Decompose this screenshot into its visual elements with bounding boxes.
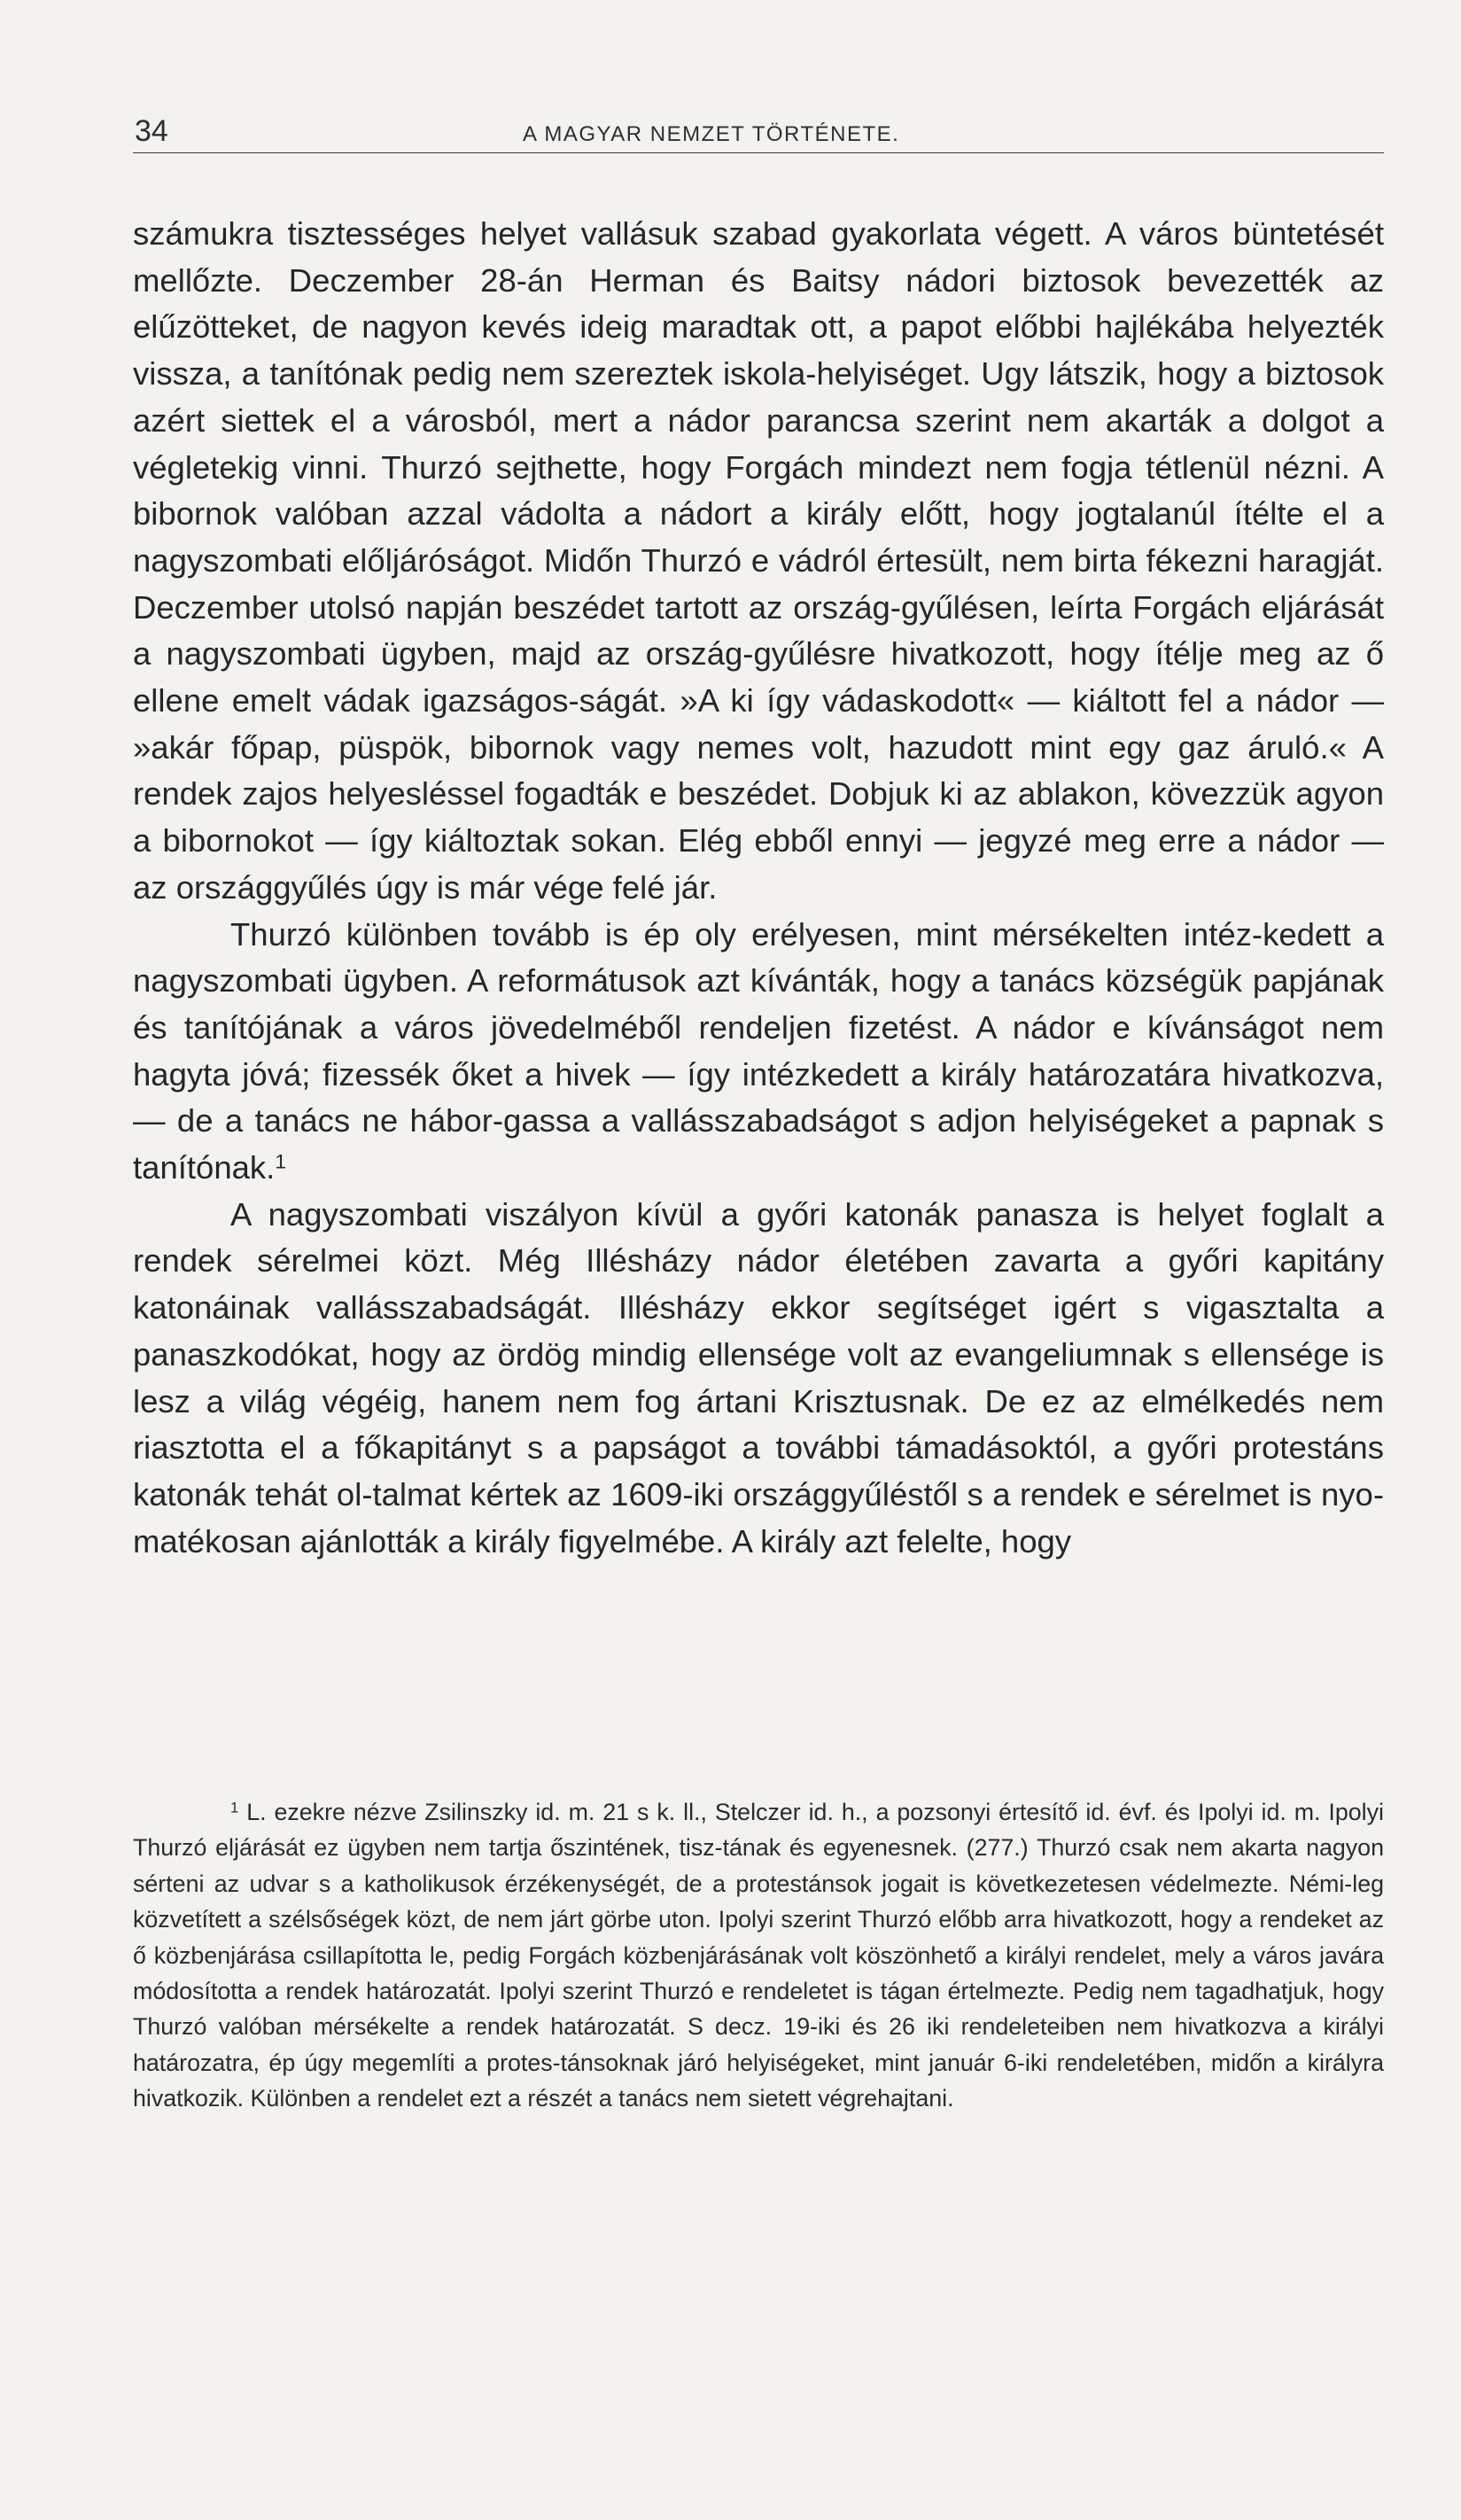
footnotes: [133, 1794, 1384, 2117]
paragraph-1: számukra tisztességes helyet vallásuk szabad gyakorlata végett. A város büntetését mellőzte. Deczember 28-án Herman és Baitsy nádori biztosok bevezették az elűzötteket, de nagyon kevés ideig maradtak ott, a papot előbbi hajlékába helyezték vissza, a tanítónak pedig nem szereztek iskola-helyiséget. Ugy látszik, hogy a biztosok azért siettek el a városból, mert a nádor parancsa szerint nem akarták a dolgot a végletekig vinni. Thurzó sejthette, hogy Forgách mindezt nem fogja tétlenül nézni. A bibornok valóban azzal vádolta a nádort a király előtt, hogy jogtalanúl ítélte el a nagyszombati előljáróságot. Midőn Thurzó e vádról értesült, nem birta fékezni haragját. Deczember utolsó napján beszédet tartott az ország-gyűlésen, leírta Forgách eljárását a nagyszombati ügyben, majd az ország-gyűlésre hivatkozott, hogy ítélje meg az ő ellene emelt vádak igazságos-ságát. »A ki így vádaskodott« — kiáltott fel a nádor — »akár főpap, püspök, bibornok vagy nemes volt, hazudott mint egy gaz áruló.« A rendek zajos helyesléssel fogadták e beszédet. Dobjuk ki az ablakon, kövezzük agyon a bibornokot — így kiáltoztak sokan. Elég ebből ennyi — jegyzé meg erre a nádor — az országgyűlés úgy is már vége felé jár.: [133, 215, 1384, 906]
paragraph-2: [133, 912, 1384, 1192]
footnote-marker: 1: [230, 1799, 239, 1816]
running-title: A MAGYAR NEMZET TÖRTÉNETE.: [523, 122, 900, 146]
footnote-text: L. ezekre nézve Zsilinszky id. m. 21 s k. ll., Stelczer id. h., a pozsonyi értesítő id. évf. és Ipolyi id. m. Ipolyi Thurzó eljárását ez ügyben nem tartja őszintének, tisz-tának és egyenesnek. (277.) Thurzó csak nem akarta nagyon sérteni az udvar s a katholikusok érzékenységét, de a protestánsok jogait is következetesen védelmezte. Némi-leg közvetített a szélsőségek közt, de nem járt görbe uton. Ipolyi szerint Thurzó előbb arra hivatkozott, hogy a rendeket az ő közbenjárása csillapította le, pedig Forgách közbenjárásának volt köszönhető a királyi rendelet, mely a város javára módosította a rendek határozatát. Ipolyi szerint Thurzó e rendeletet is tágan értelmezte. Pedig nem tagadhatjuk, hogy Thurzó valóban mérsékelte a rendek határozatát. S decz. 19-iki és 26 iki rendeleteiben nem hivatkozva a királyi határozatra, ép úgy megemlíti a protes-tánsoknak járó helyiségeket, mint január 6-iki rendeletében, midőn a királyra hivatkozik. Különben a rendelet ezt a részét a tanács nem sietett végrehajtani.: [133, 1799, 1384, 2112]
paragraph-3: A nagyszombati viszályon kívül a győri katonák panasza is helyet foglalt a rendek sérelmei közt. Még Illésházy nádor életében zavarta a győri kapitány katonáinak vallásszabadságát. Illésházy ekkor segítséget igért s vigasztalta a panaszkodókat, hogy az ördög mindig ellensége volt az evangeliumnak s ellensége is lesz a világ végéig, hanem nem fog ártani Krisztusnak. De ez az elmélkedés nem riasztotta el a főkapitányt s a papságot a további támadásoktól, a győri protestáns katonák tehát ol-talmat kértek az 1609-iki országgyűléstől s a rendek e sérelmet is nyo-matékosan ajánlották a király figyelmébe. A király azt felelte, hogy: [133, 1195, 1384, 1559]
footnote-reference: 1: [275, 1150, 286, 1173]
page-header: [133, 113, 1384, 153]
page-number: 34: [135, 114, 168, 148]
main-text: [133, 211, 1384, 1565]
footnote-1: [133, 1794, 1384, 2117]
paragraph-2-text: Thurzó különben tovább is ép oly erélyesen, mint mérsékelten intéz-kedett a nagyszombati ügyben. A reformátusok azt kívánták, hogy a tanács községük papjának és tanítójának a város jövedelméből rendeljen fizetést. A nádor e kívánságot nem hagyta jóvá; fizessék őket a hivek — így intézkedett a király határozatára hivatkozva, — de a tanács ne hábor-gassa a vallásszabadságot s adjon helyiségeket a papnak s tanítónak.: [133, 915, 1384, 1186]
